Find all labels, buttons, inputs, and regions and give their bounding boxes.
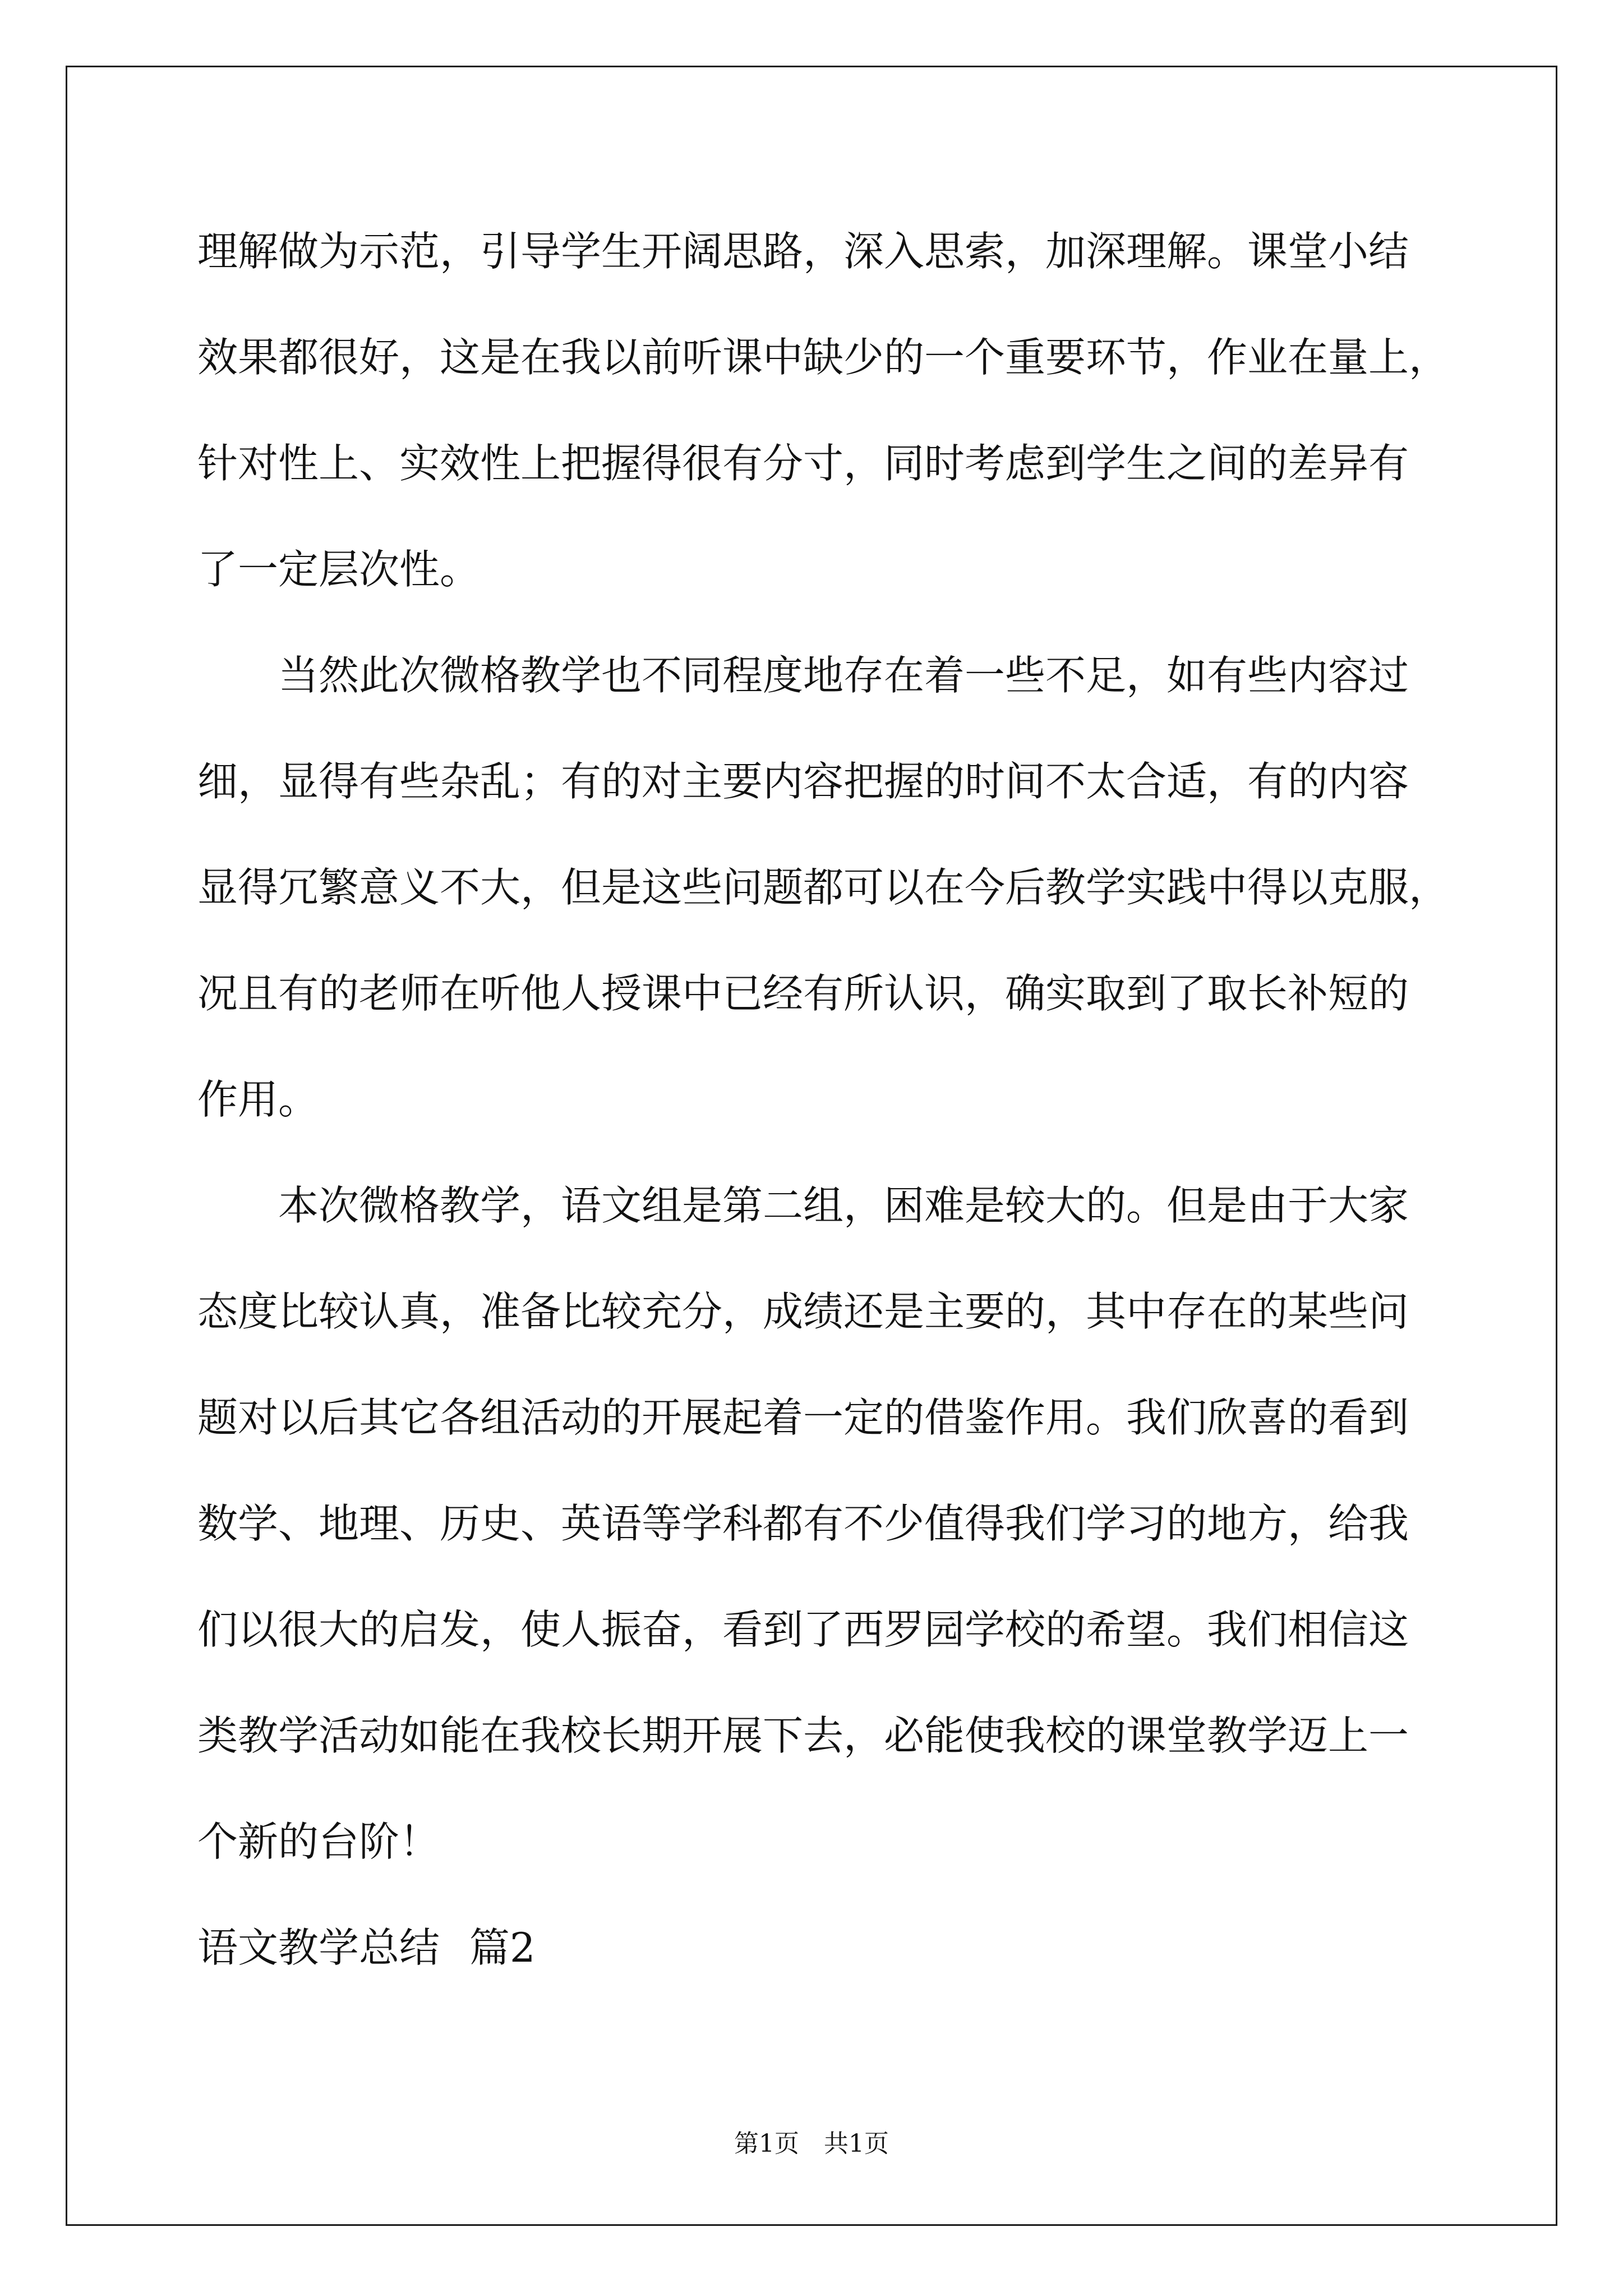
text-line: 针对性上、实效性上把握得很有分寸，同时考虑到学生之间的差异有 <box>197 440 1409 487</box>
text-line: 当然此次微格教学也不同程度地存在着一些不足，如有些内容过 <box>278 652 1409 699</box>
current-page-number: 第1页 <box>734 2129 799 2158</box>
text-line: 效果都很好，这是在我以前听课中缺少的一个重要环节，作业在量上， <box>197 334 1450 381</box>
page-footer <box>0 2129 1623 2159</box>
text-line: 作用。 <box>197 1076 319 1123</box>
section-heading: 语文教学总结 篇2 <box>197 1924 536 1971</box>
text-line: 们以很大的启发，使人振奋，看到了西罗园学校的希望。我们相信这 <box>197 1606 1409 1653</box>
text-line: 题对以后其它各组活动的开展起着一定的借鉴作用。我们欣喜的看到 <box>197 1394 1409 1441</box>
text-line: 了一定层次性。 <box>197 546 481 593</box>
text-line: 细，显得有些杂乱；有的对主要内容把握的时间不太合适，有的内容 <box>197 758 1409 805</box>
text-line: 个新的台阶！ <box>197 1818 440 1865</box>
text-line: 态度比较认真，准备比较充分，成绩还是主要的，其中存在的某些问 <box>197 1288 1409 1335</box>
text-line: 显得冗繁意义不大，但是这些问题都可以在今后教学实践中得以克服， <box>197 864 1450 911</box>
text-line: 况且有的老师在听他人授课中已经有所认识，确实取到了取长补短的 <box>197 970 1409 1017</box>
paragraph <box>197 1153 1532 1895</box>
text-line: 数学、地理、历史、英语等学科都有不少值得我们学习的地方，给我 <box>197 1500 1409 1547</box>
text-line: 理解做为示范，引导学生开阔思路，深入思索，加深理解。课堂小结 <box>197 228 1409 275</box>
document-body <box>197 199 1532 2001</box>
text-line: 本次微格教学，语文组是第二组，困难是较大的。但是由于大家 <box>278 1182 1409 1229</box>
text-line: 类教学活动如能在我校长期开展下去，必能使我校的课堂教学迈上一 <box>197 1712 1409 1759</box>
total-pages: 共1页 <box>824 2129 889 2158</box>
paragraph <box>197 199 1532 623</box>
paragraph <box>197 623 1532 1153</box>
